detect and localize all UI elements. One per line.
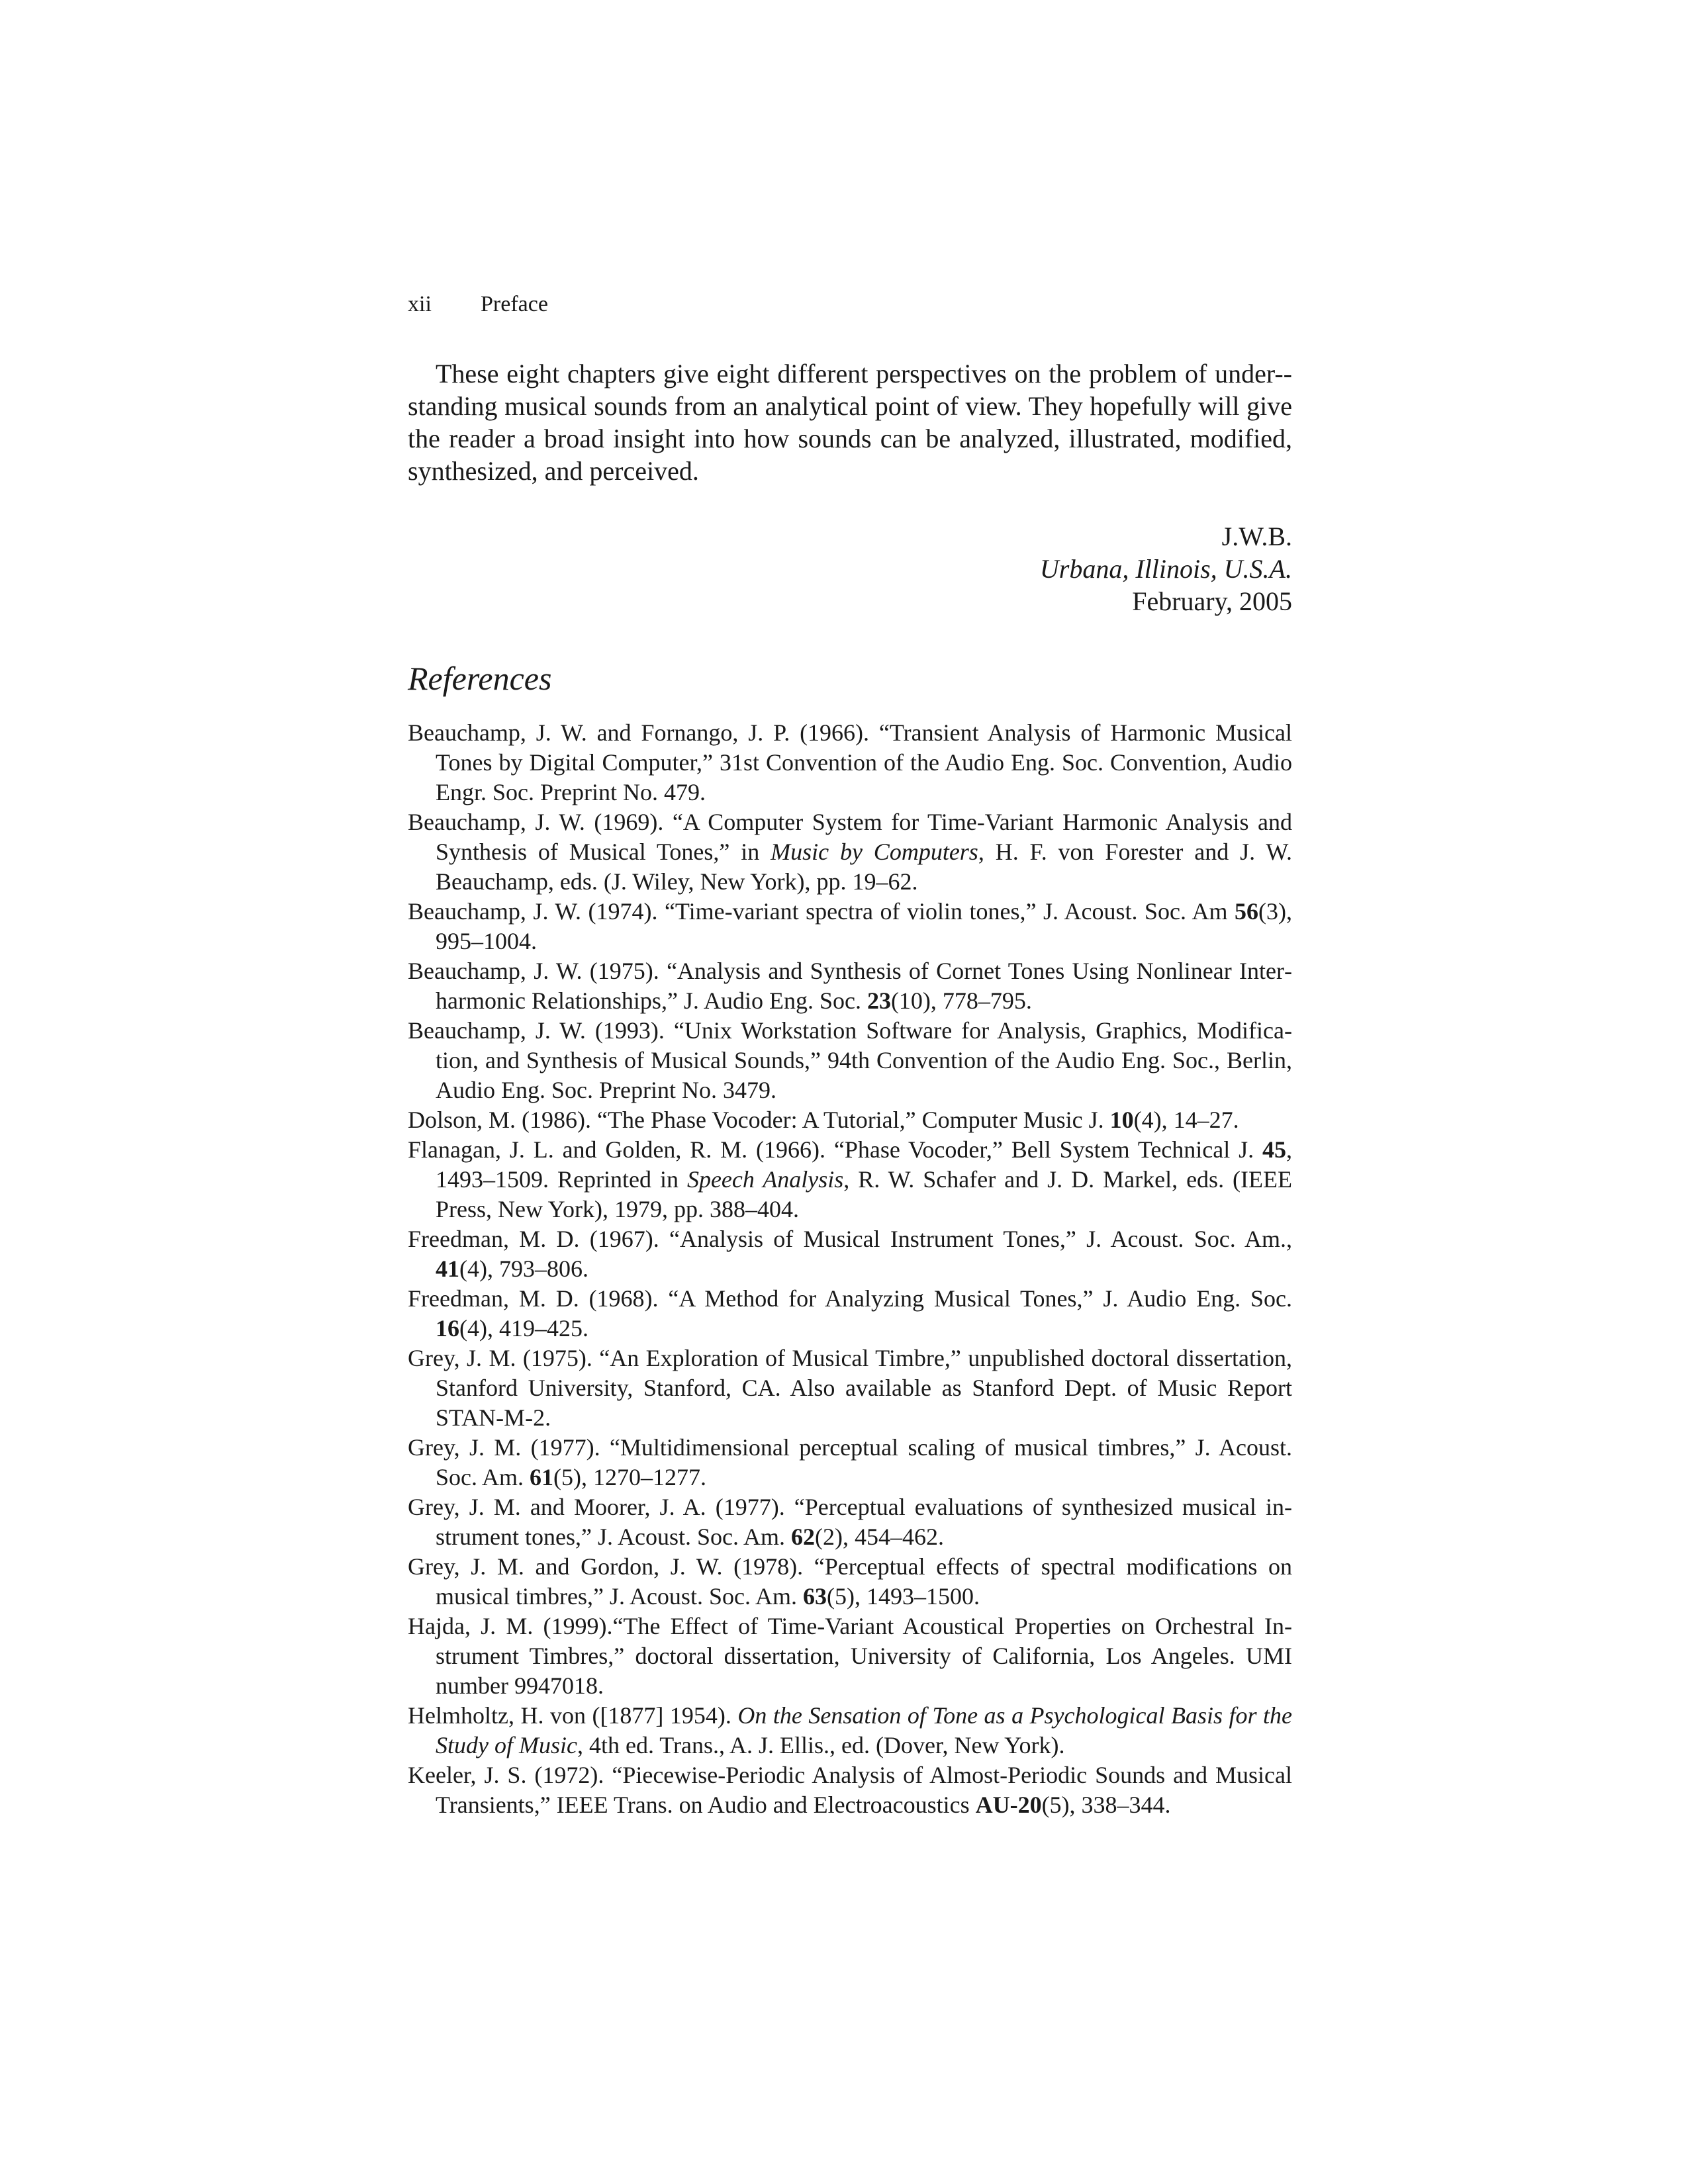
reference-volume: 45 [1262, 1136, 1286, 1163]
reference-entry: Grey, J. M. (1977). “Multidimensional perceptual scaling of musical timbres,” J. Acoust. Soc. Am. 61(5), 1270–1277. [408, 1434, 1292, 1490]
reference-volume: 61 [530, 1464, 554, 1490]
reference-volume: 16 [436, 1315, 459, 1342]
reference-book-title: On the Sensation of Tone as a Psychological Basis for the Study of Music [436, 1702, 1292, 1758]
reference-list [408, 718, 1292, 1820]
reference-volume: 56 [1235, 898, 1259, 925]
running-head [408, 290, 548, 319]
reference-volume: 41 [436, 1255, 459, 1282]
page-number: xii [408, 292, 432, 316]
reference-book-title: Music by Computers [771, 839, 978, 865]
author-initials: J.W.B. [1221, 522, 1292, 551]
reference-book-title: Speech Analysis [686, 1166, 844, 1193]
author-location: Urbana, Illinois, U.S.A. [1039, 554, 1292, 584]
signature-block [1040, 520, 1292, 617]
reference-volume: 10 [1109, 1107, 1134, 1133]
reference-entry: Beauchamp, J. W. (1969). “A Computer System for Time-Variant Harmonic Analysis and Synthesis of Musical Tones,” in Music by Computers, H. F. von Forester and J. W. Beauchamp, eds. (J. Wiley, New York), pp. 19–62. [408, 809, 1292, 895]
preface-date: February, 2005 [1132, 586, 1292, 616]
reference-entry: Keeler, J. S. (1972). “Piecewise-Periodic Analysis of Almost-Periodic Sounds and Musical Transients,” IEEE Trans. on Audio and Electroacoustics AU-20(5), 338–344. [408, 1762, 1292, 1818]
reference-volume: 62 [790, 1524, 815, 1550]
reference-volume: AU-20 [975, 1792, 1042, 1818]
reference-entry: Freedman, M. D. (1968). “A Method for Analyzing Musical Tones,” J. Audio Eng. Soc. 16(4), 419–425. [408, 1285, 1292, 1342]
reference-entry: Grey, J. M. (1975). “An Exploration of Musical Timbre,” unpublished doctoral dissertation, Stanford University, Stanford, CA. Also available as Stanford Dept. of Music Report STAN-M-2. [408, 1345, 1292, 1431]
reference-volume: 63 [802, 1583, 827, 1610]
reference-entry: Beauchamp, J. W. and Fornango, J. P. (1966). “Transient Analysis of Harmonic Musical Tones by Digital Computer,” 31st Convention of the Audio Eng. Soc. Convention, Audio Engr. Soc. Preprint No. 479. [408, 719, 1292, 805]
reference-entry: Grey, J. M. and Moorer, J. A. (1977). “Perceptual evaluations of synthesized musical instrument tones,” J. Acoust. Soc. Am. 62(2), 454–462. [408, 1494, 1292, 1550]
reference-volume: 23 [867, 987, 891, 1014]
reference-entry: Dolson, M. (1986). “The Phase Vocoder: A Tutorial,” Computer Music J. 10(4), 14–27. [408, 1107, 1239, 1133]
references-heading: References [408, 660, 552, 697]
reference-entry: Beauchamp, J. W. (1993). “Unix Workstation Software for Analysis, Graphics, Modification, and Synthesis of Musical Sounds,” 94th Convention of the Audio Eng. Soc., Berlin, Audio Eng. Soc. Preprint No. 3479. [408, 1017, 1292, 1103]
reference-entry: Hajda, J. M. (1999).“The Effect of Time-Variant Acoustical Properties on Orchestral Instrument Timbres,” doctoral dissertation, University of California, Los Angeles. UMI number 9947018. [408, 1613, 1292, 1699]
reference-entry: Freedman, M. D. (1967). “Analysis of Musical Instrument Tones,” J. Acoust. Soc. Am., 41(4), 793–806. [408, 1226, 1292, 1282]
section-title: Preface [481, 292, 548, 316]
reference-entry: Flanagan, J. L. and Golden, R. M. (1966). “Phase Vocoder,” Bell System Technical J. 45, 1493–1509. Reprinted in Speech Analysis, R. W. Schafer and J. D. Markel, eds. (IEEE Press, New York), 1979, pp. 388–404. [408, 1136, 1293, 1222]
preface-closing-paragraph: These eight chapters give eight different perspectives on the problem of under-standing musical sounds from an analytical point of view. They hopefully will give the reader a broad insight into how sounds can be analyzed, illustrated, modified, synthesized, and perceived. [408, 359, 1292, 486]
reference-entry: Helmholtz, H. von ([1877] 1954). On the Sensation of Tone as a Psychological Basis for the Study of Music, 4th ed. Trans., A. J. Ellis., ed. (Dover, New York). [408, 1702, 1292, 1758]
reference-entry: Beauchamp, J. W. (1974). “Time-variant spectra of violin tones,” J. Acoust. Soc. Am 56(3), 995–1004. [408, 898, 1292, 954]
reference-entry: Grey, J. M. and Gordon, J. W. (1978). “Perceptual effects of spectral modifications on musical timbres,” J. Acoust. Soc. Am. 63(5), 1493–1500. [408, 1553, 1292, 1610]
reference-entry: Beauchamp, J. W. (1975). “Analysis and Synthesis of Cornet Tones Using Nonlinear Interharmonic Relationships,” J. Audio Eng. Soc. 23(10), 778–795. [408, 958, 1292, 1014]
